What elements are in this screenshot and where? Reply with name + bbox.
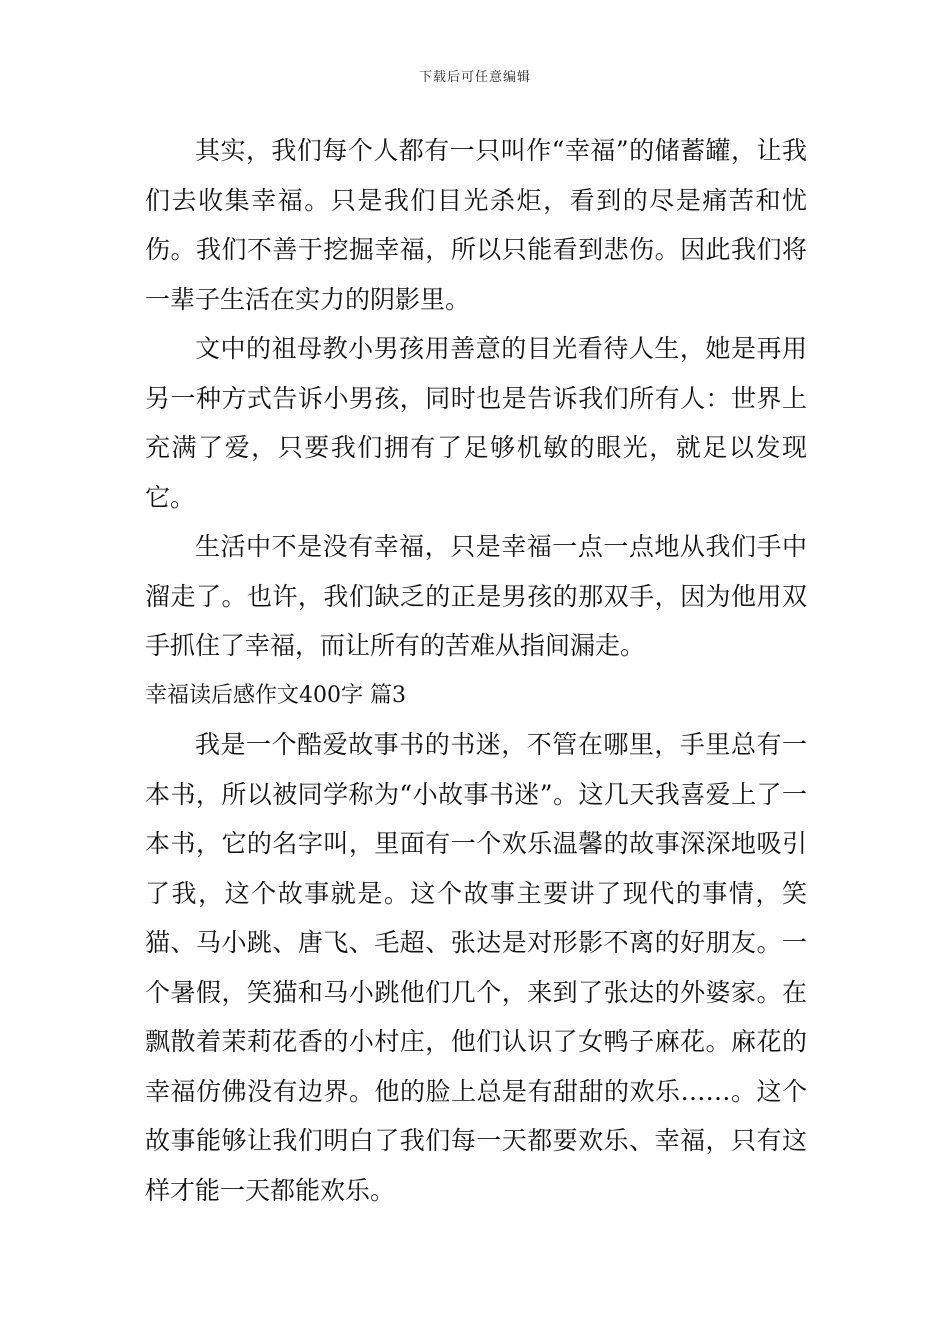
paragraph-1: 其实，我们每个人都有一只叫作“幸福”的储蓄罐，让我们去收集幸福。只是我们目光杀炬，看到的尽是痛苦和忧伤。我们不善于挖掘幸福，所以只能看到悲伤。因此我们将一辈子生活在实力的阴影里。 [145, 136, 807, 314]
paragraph-3: 生活中不是没有幸福，只是幸福一点一点地从我们手中溜走了。也许，我们缺乏的正是男孩的那双手，因为他用双手抓住了幸福，而让所有的苦难从指间漏走。 [145, 532, 807, 660]
header-note: 下载后可任意编辑 [418, 70, 531, 85]
paragraph-2: 文中的祖母教小男孩用善意的目光看待人生，她是再用另一种方式告诉小男孩，同时也是告诉我们所有人：世界上充满了爱，只要我们拥有了足够机敏的眼光，就足以发现它。 [145, 334, 807, 512]
section-paragraph-1: 我是一个酷爱故事书的书迷，不管在哪里，手里总有一本书，所以被同学称为“小故事书迷”。这几天我喜爱上了一本书，它的名字叫，里面有一个欢乐温馨的故事深深地吸引了我，这个故事就是。这个故事主要讲了现代的事情，笑猫、马小跳、唐飞、毛超、张达是对形影不离的好朋友。一个暑假，笑猫和马小跳他们几个，来到了张达的外婆家。在飘散着茉莉花香的小村庄，他们认识了女鸭子麻花。麻花的幸福仿佛没有边界。他的脸上总是有甜甜的欢乐……。这个故事能够让我们明白了我们每一天都要欢乐、幸福，只有这样才能一天都能欢乐。 [145, 730, 807, 1205]
section-title: 幸福读后感作文400字 篇3 [145, 682, 406, 708]
document-body [145, 126, 807, 1215]
